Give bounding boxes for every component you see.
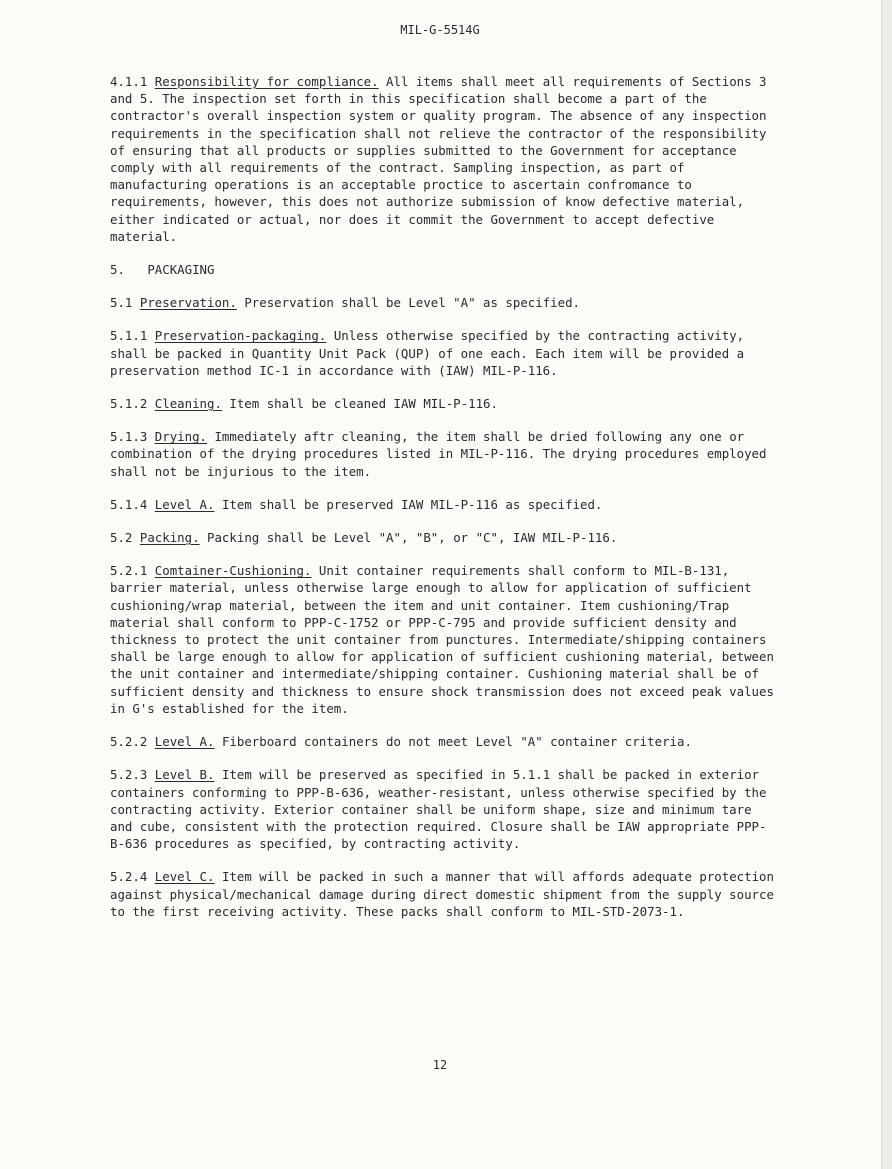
paragraph-4-1-1 xyxy=(110,73,775,245)
section-number: 5.2.3 xyxy=(110,767,148,783)
section-number: 5.2.4 xyxy=(110,869,148,885)
document-header: MIL-G-5514G xyxy=(400,23,480,37)
paragraph-text: All items shall meet all requirements of Sections 3 and 5. The inspection set forth in this specification shall become a part of the contractor's overall inspection system or quality program. The absence of any inspection requirements in the specification shall not relieve the contractor of the responsibility of ensuring that all products or supplies submitted to the Government for acceptance comply with all requirements of the contract. Sampling inspection, as part of manufacturing operations is an acceptable proctice to ascertain confromance to requirements, however, this does not authorize submission of know defective material, either indicated or actual, nor does it commit the Government to accept defective material. xyxy=(110,74,767,244)
section-number: 5.2.2 xyxy=(110,734,148,750)
section-number: 4.1.1 xyxy=(110,74,148,89)
page-edge xyxy=(881,0,892,1169)
paragraph-text: Preservation shall be Level "A" as specified. xyxy=(244,295,581,311)
paragraph-text: Unless otherwise specified by the contracting activity, shall be packed in Quantity Unit Pack (QUP) of one each. Each item will be provided a preservation method IC-1 in accordance with (IAW) MIL-P-116. xyxy=(110,328,745,378)
section-number: 5. xyxy=(110,262,125,278)
section-heading: Drying. xyxy=(154,429,207,445)
paragraph-text: Item will be preserved as specified in 5.1.1 shall be packed in exterior containers conforming to PPP-B-636, weather-resistant, unless otherwise specified by the contracting activity. Exterior container shall be uniform shape, size and minimum tare and cube, consistent with the protection required. Closure shall be IAW appropriate PPP-B-636 procedures as specified, by contracting activity. xyxy=(110,767,767,852)
document-body xyxy=(110,73,775,936)
paragraph-5 xyxy=(110,261,775,278)
paragraph-text: Item shall be preserved IAW MIL-P-116 as specified. xyxy=(221,496,603,512)
paragraph-5-1-4 xyxy=(110,496,775,513)
section-heading: Level C. xyxy=(154,869,215,885)
paragraph-5-1 xyxy=(110,294,775,311)
section-number: 5.1.4 xyxy=(110,496,148,512)
section-heading: Level A. xyxy=(154,734,215,750)
section-heading: Preservation. xyxy=(139,295,237,311)
paragraph-5-2-4 xyxy=(110,868,775,920)
paragraph-5-1-1 xyxy=(110,327,775,379)
paragraph-text: Fiberboard containers do not meet Level "A" container criteria. xyxy=(221,734,692,750)
paragraph-5-2-3 xyxy=(110,766,775,852)
paragraph-5-2-1 xyxy=(110,562,775,717)
paragraph-5-2-2 xyxy=(110,733,775,750)
section-heading: Cleaning. xyxy=(154,396,222,412)
section-number: 5.1.3 xyxy=(110,429,148,445)
paragraph-text: Item will be packed in such a manner that will affords adequate protection against physical/mechanical damage during direct domestic shipment from the supply source to the first receiving activity. These packs shall conform to MIL-STD-2073-1. xyxy=(110,869,774,919)
section-heading: Level A. xyxy=(154,496,215,512)
section-heading: Packing. xyxy=(139,530,200,546)
section-title: PACKAGING xyxy=(147,262,215,278)
paragraph-5-2 xyxy=(110,529,775,546)
section-number: 5.2 xyxy=(110,530,133,546)
section-number: 5.1.1 xyxy=(110,328,148,344)
section-heading: Comtainer-Cushioning. xyxy=(154,563,312,579)
paragraph-text: Item shall be cleaned IAW MIL-P-116. xyxy=(229,396,498,412)
section-heading: Preservation-packaging. xyxy=(154,328,327,344)
paragraph-5-1-2 xyxy=(110,395,775,412)
section-number: 5.2.1 xyxy=(110,563,148,579)
paragraph-text: Unit container requirements shall conform to MIL-B-131, barrier material, unless otherwise large enough to allow for application of sufficient cushioning/wrap material, between the item and unit container. Item cushioning/Trap material shall conform to PPP-C-1752 or PPP-C-795 and provide sufficient density and thickness to protect the unit container from punctures. Intermediate/shipping containers shall be large enough to allow for application of sufficient cushioning material, between the unit container and intermediate/shipping container. Cushioning material shall be of sufficient density and thickness to ensure shock transmission does not exceed peak values in G's established for the item. xyxy=(110,563,774,716)
paragraph-5-1-3 xyxy=(110,428,775,480)
page-number: 12 xyxy=(432,1058,448,1072)
section-number: 5.1 xyxy=(110,295,133,311)
paragraph-text: Packing shall be Level "A", "B", or "C", IAW MIL-P-116. xyxy=(207,530,618,546)
section-number: 5.1.2 xyxy=(110,396,148,412)
section-heading: Responsibility for compliance. xyxy=(154,74,379,89)
section-heading: Level B. xyxy=(154,767,215,783)
paragraph-text: Immediately aftr cleaning, the item shall be dried following any one or combination of the drying procedures listed in MIL-P-116. The drying procedures employed shall not be injurious to the item. xyxy=(110,429,767,479)
